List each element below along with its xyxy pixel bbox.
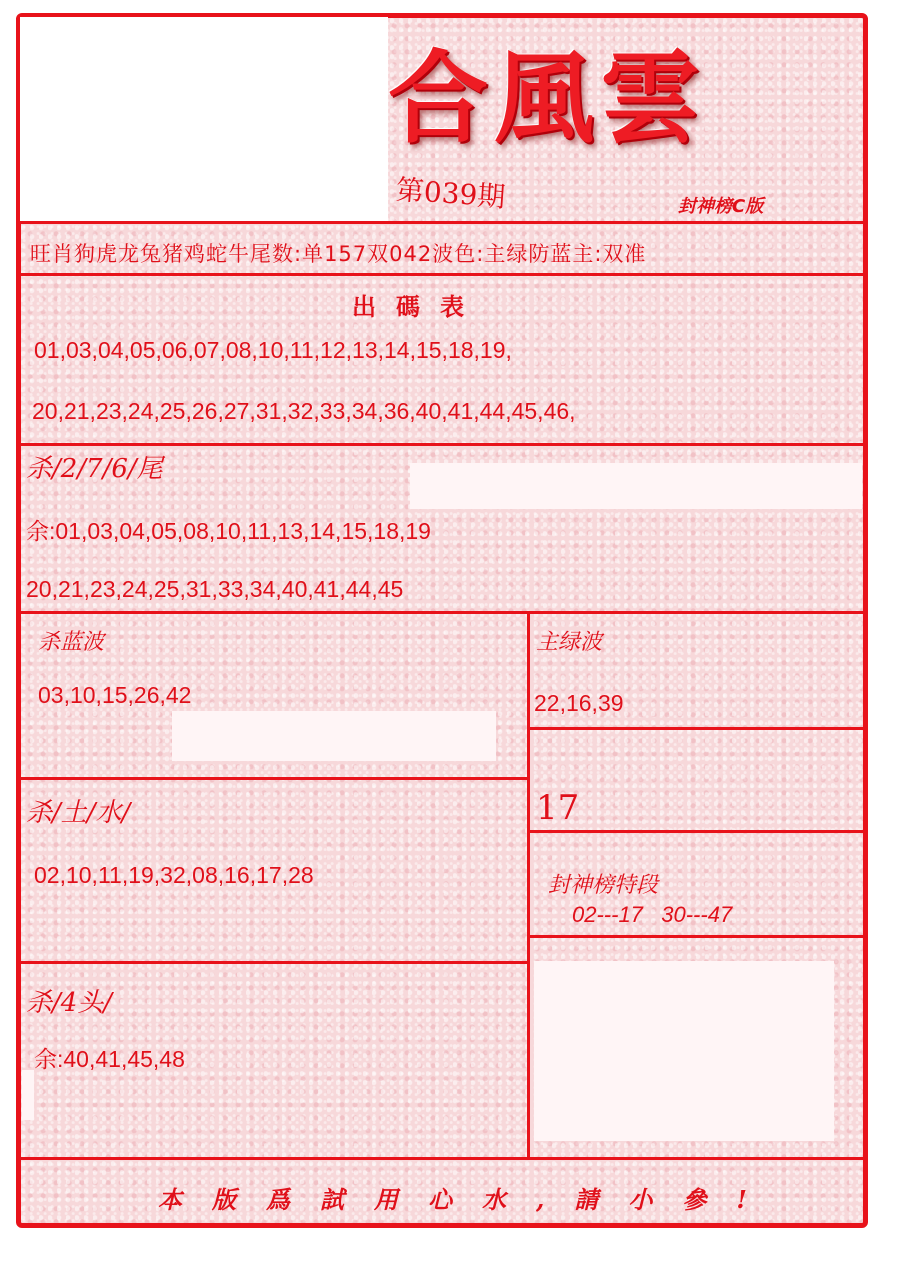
- rule-blue: [21, 777, 529, 780]
- rule-summary: [21, 273, 865, 276]
- masked-area-tails: [410, 463, 862, 509]
- chuma-title: 出碼表: [352, 292, 484, 321]
- logo-title: 合風雲: [388, 39, 706, 157]
- special-section-label: 封神榜特段: [548, 873, 659, 898]
- rule-green: [529, 727, 865, 730]
- kill-blue-label: 杀蓝波: [38, 630, 105, 655]
- footer-note: 本版爲試用心水,請小參!: [158, 1185, 777, 1214]
- kill-heads-numbers: 余:40,41,45,48: [34, 1046, 185, 1072]
- kill-elements-label: 杀/土/水/: [26, 798, 131, 828]
- rule-tails: [21, 611, 865, 614]
- chuma-line-2: 20,21,23,24,25,26,27,31,32,33,34,36,40,41,44,45,46,: [32, 398, 576, 424]
- column-divider: [527, 612, 530, 1158]
- main-green-numbers: 22,16,39: [534, 690, 624, 716]
- special-section-ranges: 02---17 30---47: [572, 902, 733, 927]
- masked-area-blue: [172, 711, 496, 761]
- masked-area-heads-left: [22, 1070, 34, 1120]
- masked-area-top-left: [20, 17, 388, 221]
- kill-elements-numbers: 02,10,11,19,32,08,16,17,28: [34, 862, 314, 888]
- chuma-line-1: 01,03,04,05,06,07,08,10,11,12,13,14,15,18,19,: [34, 337, 512, 363]
- rule-chuma: [21, 443, 865, 446]
- rule-header: [21, 221, 865, 224]
- rule-footer: [21, 1157, 865, 1160]
- masked-area-bottom-right: [534, 961, 834, 1141]
- rule-single: [529, 830, 865, 833]
- main-green-label: 主绿波: [536, 630, 603, 655]
- edition-label: 封神榜C版: [678, 196, 764, 217]
- kill-tails-label: 杀/2/7/6/尾: [26, 454, 163, 484]
- kill-blue-numbers: 03,10,15,26,42: [38, 682, 192, 708]
- kill-tails-line-1: 余:01,03,04,05,08,10,11,13,14,15,18,19: [26, 518, 431, 544]
- issue-number: 第039期: [394, 173, 507, 214]
- summary-line: 旺肖狗虎龙兔猪鸡蛇牛尾数:单157双042波色:主绿防蓝主:双准: [30, 242, 647, 266]
- kill-tails-line-2: 20,21,23,24,25,31,33,34,40,41,44,45: [26, 576, 404, 602]
- rule-special: [529, 935, 865, 938]
- rule-elements: [21, 961, 529, 964]
- kill-heads-label: 杀/4头/: [26, 988, 113, 1018]
- single-number: 17: [536, 788, 580, 828]
